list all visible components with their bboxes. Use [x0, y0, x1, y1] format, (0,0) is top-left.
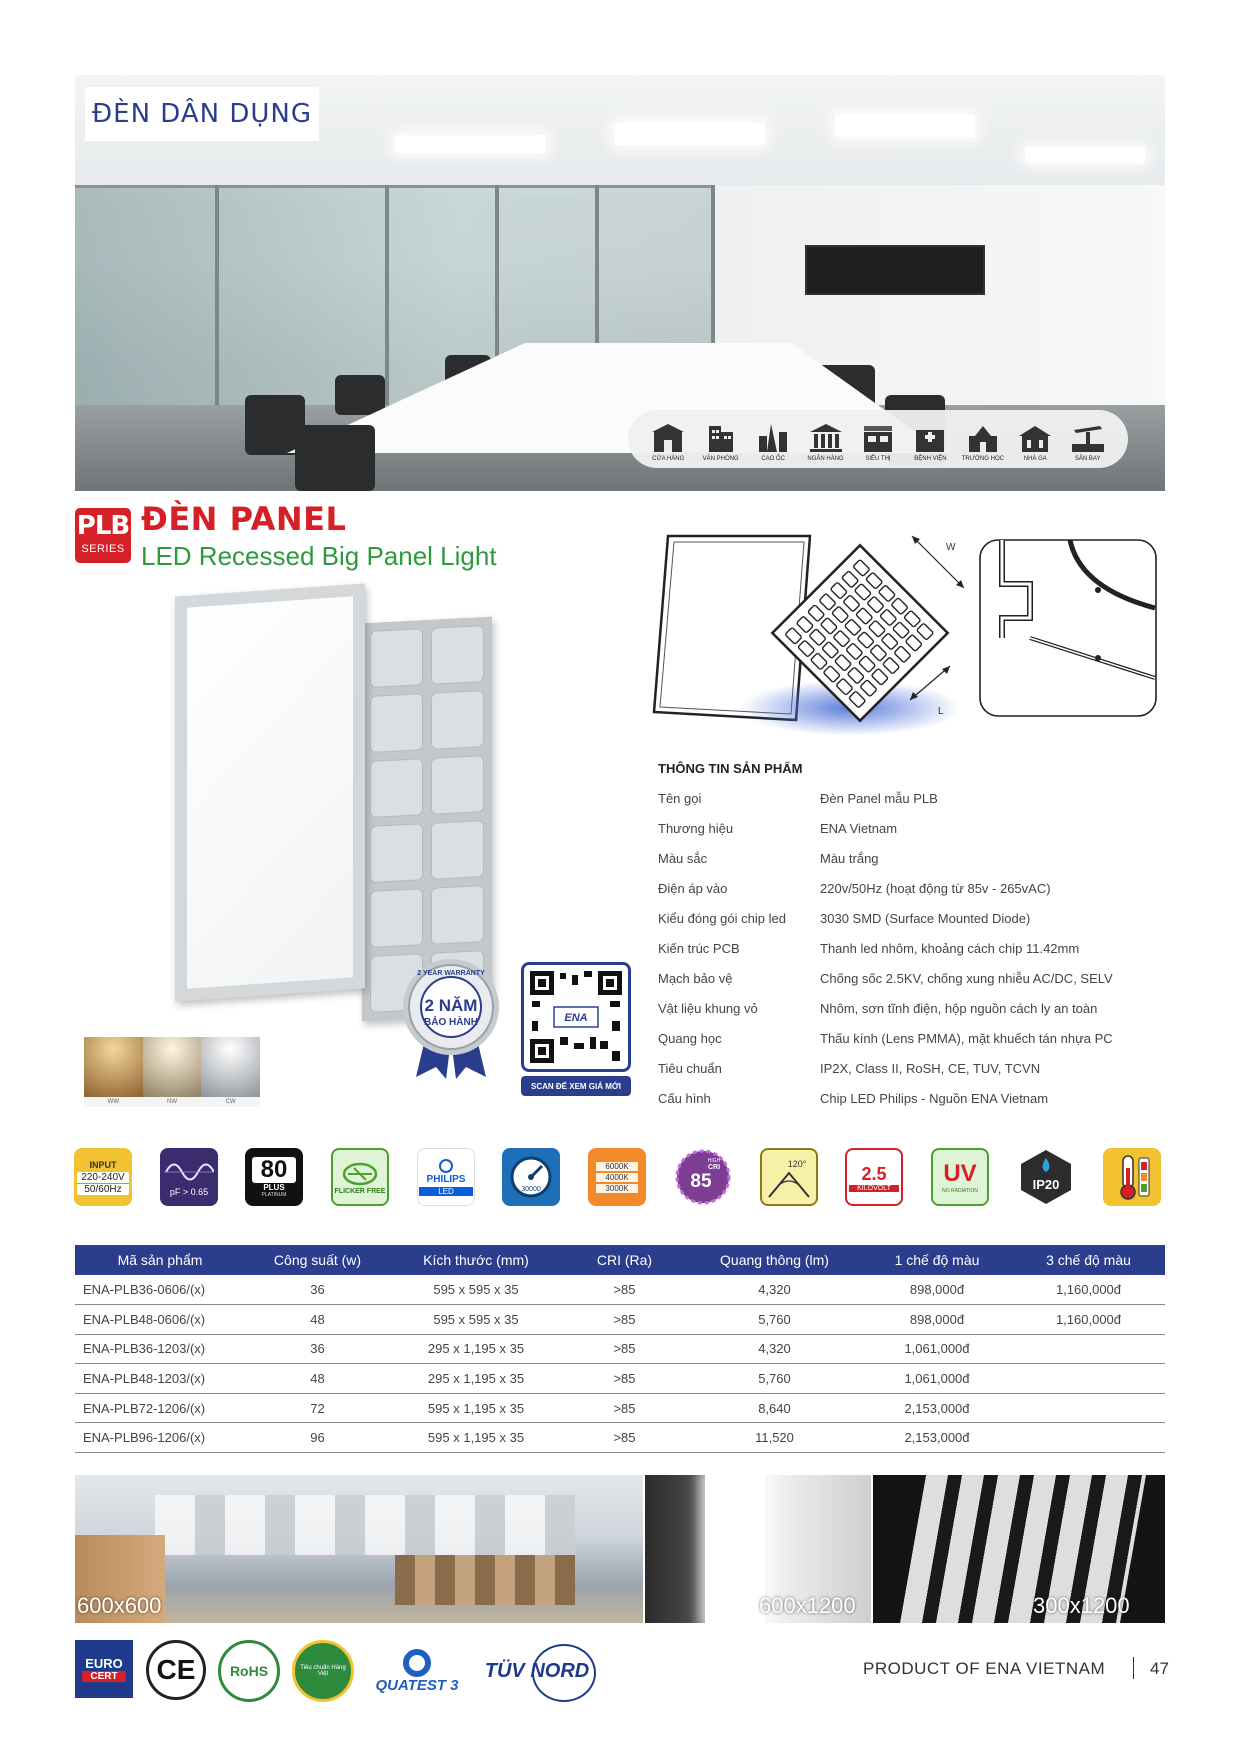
bank-icon [808, 422, 844, 454]
spec-row: Kiến trúc PCB Thanh led nhôm, khoảng cách chip 11.42mm [658, 941, 1080, 956]
cct-swatch-nw: NW [143, 1037, 202, 1107]
length-label: L [938, 706, 944, 717]
philips-led-icon: PHILIPS LED [417, 1148, 475, 1206]
product-table [75, 1245, 1165, 1453]
chair [295, 425, 375, 491]
hero-tv [805, 245, 985, 295]
app-item-supermarket: SIÊU THỊ [853, 422, 903, 462]
cct-swatch-ww: WW [84, 1037, 143, 1107]
svg-text:30000: 30000 [521, 1186, 541, 1193]
photo-600x1200 [645, 1475, 871, 1623]
product-subtitle: LED Recessed Big Panel Light [141, 541, 497, 571]
svg-text:HIGH: HIGH [707, 1158, 721, 1164]
hospital-icon [912, 422, 948, 454]
quatest3-logo: QUATEST 3 [362, 1640, 472, 1702]
spec-row: Quang học Thấu kính (Lens PMMA), mặt khuếch tán nhựa PC [658, 1031, 1113, 1046]
svg-text:85: 85 [690, 1171, 712, 1192]
surge-protection-icon: 2.5 KILOVOLT [845, 1148, 903, 1206]
spec-row: Thương hiệu ENA Vietnam [658, 821, 898, 836]
flicker-free-symbol-icon [340, 1160, 380, 1188]
warranty-seal [396, 955, 506, 1080]
ip20-icon [1017, 1148, 1075, 1206]
qr-code-box[interactable] [521, 962, 631, 1098]
scan-label: SCAN ĐỂ XEM GIÁ MỚI [521, 1076, 631, 1096]
warranty-seal-icon [396, 955, 506, 1080]
cct-swatch-cw: CW [201, 1037, 260, 1107]
app-item-tower: CAO ỐC [748, 422, 798, 462]
rohs-logo: RoHS [218, 1640, 280, 1702]
supermarket-icon [860, 422, 896, 454]
beam-angle-icon [760, 1148, 818, 1206]
app-item-station: NHÀ GA [1010, 422, 1060, 462]
euro-cert-logo: EURO CERT [75, 1640, 133, 1698]
ceiling-light [395, 135, 545, 153]
table-row: ENA-PLB36-1203/(x) 36 295 x 1,195 x 35 >85 4,320 1,061,000đ [75, 1334, 1165, 1364]
app-item-hospital: BỆNH VIỆN [905, 422, 955, 462]
no-uv-icon: UV NO RADIATION [931, 1148, 989, 1206]
tuv-nord-logo: TÜV NORD [472, 1640, 602, 1702]
qr-code[interactable] [521, 962, 631, 1072]
ceiling-light [615, 123, 765, 145]
photo-office-600x600 [75, 1475, 643, 1623]
photo-300x1200 [873, 1475, 1165, 1623]
footer-separator [1133, 1657, 1134, 1679]
table-row: ENA-PLB48-0606/(x) 48 595 x 595 x 35 >85 5,760 898,000đ 1,160,000đ [75, 1305, 1165, 1335]
qr-icon [530, 971, 622, 1063]
thermometer-icon [1107, 1152, 1157, 1202]
svg-text:2 NĂM: 2 NĂM [424, 996, 478, 1015]
svg-text:ENA: ENA [564, 1012, 588, 1024]
svg-text:IP20: IP20 [1032, 1177, 1060, 1192]
panel-front-view [175, 583, 365, 1001]
cct-options-icon: 6000K 4000K 3000K [588, 1148, 646, 1206]
table-row: ENA-PLB48-1203/(x) 48 295 x 1,195 x 35 >85 5,760 1,061,000đ [75, 1364, 1165, 1394]
airport-icon [1070, 422, 1106, 454]
ceiling-light [835, 115, 975, 137]
cri-wheel-icon [674, 1148, 732, 1206]
app-item-airport: SÂN BAY [1063, 422, 1113, 462]
80-plus-icon: 80 PLUS PLATINUM [245, 1148, 303, 1206]
width-label: W [946, 542, 956, 553]
ce-logo: CE [146, 1640, 206, 1700]
table-row: ENA-PLB36-0606/(x) 36 595 x 595 x 35 >85 4,320 898,000đ 1,160,000đ [75, 1275, 1165, 1305]
spec-row: Mạch bảo vệ Chống sốc 2.5KV, chống xung nhiễu AC/DC, SELV [658, 971, 1113, 986]
spec-row: Màu sắc Màu trắng [658, 851, 879, 866]
spec-row: Cấu hình Chip LED Philips - Nguồn ENA Vietnam [658, 1091, 1049, 1106]
svg-text:120°: 120° [787, 1159, 807, 1169]
school-icon [965, 422, 1001, 454]
flicker-free-icon: FLICKER FREE [331, 1148, 389, 1206]
application-bar [628, 410, 1128, 468]
photo-caption: 300x1200 [1033, 1593, 1130, 1618]
gauge-icon [508, 1154, 554, 1200]
sine-wave-icon [164, 1157, 214, 1187]
svg-text:BẢO HÀNH: BẢO HÀNH [424, 1017, 478, 1028]
office-icon [703, 422, 739, 454]
cri-icon [674, 1148, 732, 1206]
category-label: ĐÈN DÂN DỤNG [85, 87, 319, 141]
angle-icon [763, 1153, 815, 1201]
product-title: ĐÈN PANEL [141, 500, 347, 538]
table-row: ENA-PLB72-1206/(x) 72 595 x 1,195 x 35 >85 8,640 2,153,000đ [75, 1393, 1165, 1423]
spec-row: Tiêu chuẩn IP2X, Class II, RoSH, CE, TUV, TCVN [658, 1061, 1041, 1076]
spec-row: Kiểu đóng gói chip led 3030 SMD (Surface Mounted Diode) [658, 911, 1031, 926]
ip20-shield-icon [1017, 1148, 1075, 1206]
vietnam-quality-logo: Tiêu chuẩn Hàng Việt [292, 1640, 354, 1702]
spec-row: Vật liệu khung vỏ Nhôm, sơn tĩnh điện, hộp nguồn cách ly an toàn [658, 1001, 1098, 1016]
dimension-diagram [650, 528, 1160, 738]
app-item-bank: NGÂN HÀNG [801, 422, 851, 462]
spec-title: THÔNG TIN SẢN PHẨM [658, 761, 803, 776]
spec-row: Tên gọi Đèn Panel mẫu PLB [658, 791, 938, 806]
page-number: 47 [1150, 1659, 1169, 1678]
app-item-office: VĂN PHÒNG [696, 422, 746, 462]
thermal-icon [1103, 1148, 1161, 1206]
svg-text:2 YEAR WARRANTY: 2 YEAR WARRANTY [417, 970, 485, 977]
footer-text: PRODUCT OF ENA VIETNAM [863, 1659, 1106, 1678]
app-item-shop: CỬA HÀNG [643, 422, 693, 462]
lifespan-icon [502, 1148, 560, 1206]
svg-text:CRI: CRI [707, 1164, 721, 1171]
input-voltage-icon: INPUT 220-240V 50/60Hz [74, 1148, 132, 1206]
table-header: Mã sản phẩm Công suất (w) Kích thước (mm) CRI (Ra) Quang thông (lm) 1 chế độ màu 3 chế độ màu [75, 1245, 1165, 1275]
app-item-school: TRƯỜNG HỌC [958, 422, 1008, 462]
spec-row: Điện áp vào 220v/50Hz (hoạt động từ 85v - 265vAC) [658, 881, 1051, 896]
panel-dimension-drawing [650, 528, 1160, 738]
chair [335, 375, 385, 415]
ceiling-light [1025, 147, 1145, 163]
photo-caption: 600x600 [77, 1593, 162, 1618]
glass-mullion [215, 185, 219, 425]
table-row: ENA-PLB96-1206/(x) 96 595 x 1,195 x 35 >85 11,520 2,153,000đ [75, 1423, 1165, 1453]
cct-swatches [84, 1037, 260, 1107]
station-icon [1017, 422, 1053, 454]
tower-icon [755, 422, 791, 454]
plb-series-badge: PLB SERIES [75, 508, 131, 563]
photo-caption: 600x1200 [759, 1593, 856, 1618]
glass-mullion [385, 185, 389, 425]
power-factor-icon: pF > 0.65 [160, 1148, 218, 1206]
shop-icon [650, 422, 686, 454]
